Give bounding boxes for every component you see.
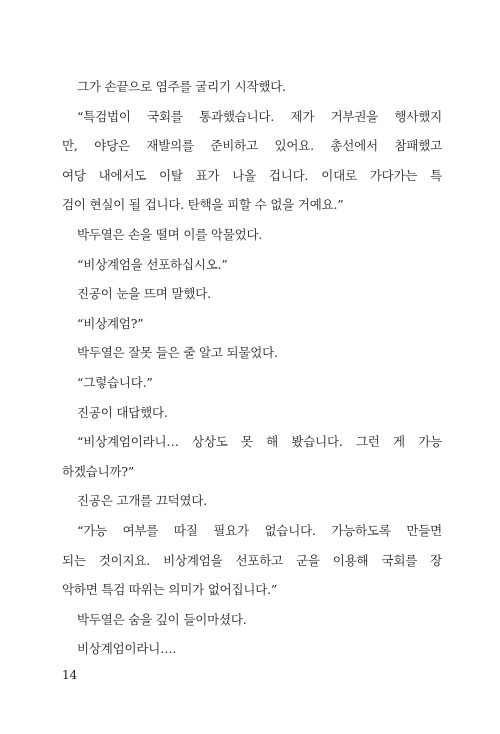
text-line: “비상계엄을 선포하십시오.” (77, 256, 228, 272)
text-line: 박두열은 숨을 깊이 들이마셨다. (77, 611, 247, 627)
text-line: 여당 내에서도 이탈 표가 나올 겁니다. 이대로 가다가는 특 (62, 167, 442, 183)
text-line: 검이 현실이 될 겁니다. 탄핵을 피할 수 없을 거예요.” (62, 197, 344, 213)
text-line: 그가 손끝으로 염주를 굴리기 시작했다. (77, 79, 286, 94)
text-line: 박두열은 손을 떨며 이를 악물었다. (77, 226, 263, 242)
text-line: “그렇습니다.” (77, 374, 153, 390)
text-line: 하겠습니까?” (62, 463, 135, 479)
text-line: 만, 야당은 재발의를 준비하고 있어요. 총선에서 참패했고 (62, 138, 442, 154)
page-number: 14 (62, 668, 78, 682)
text-line: 박두열은 잘못 들은 줄 알고 되물었다. (77, 345, 278, 361)
text-line: 악하면 특검 따위는 의미가 없어집니다.” (62, 582, 278, 598)
text-line: 진공이 대답했다. (77, 404, 168, 420)
text-line: “가능 여부를 따질 필요가 없습니다. 가능하도록 만들면 (77, 522, 442, 538)
text-line: 비상계엄이라니…. (77, 641, 177, 657)
text-line: 진공은 고개를 끄덕였다. (77, 493, 208, 509)
body-text (62, 72, 442, 664)
text-line: 진공이 눈을 뜨며 말했다. (77, 286, 211, 302)
text-line: “비상계엄이라니… 상상도 못 해 봤습니다. 그런 게 가능 (77, 434, 442, 450)
text-line: 되는 것이지요. 비상계엄을 선포하고 군을 이용해 국회를 장 (62, 552, 442, 568)
text-line: “특검법이 국회를 통과했습니다. 제가 거부권을 행사했지 (77, 108, 442, 124)
text-line: “비상계엄?” (77, 315, 144, 331)
